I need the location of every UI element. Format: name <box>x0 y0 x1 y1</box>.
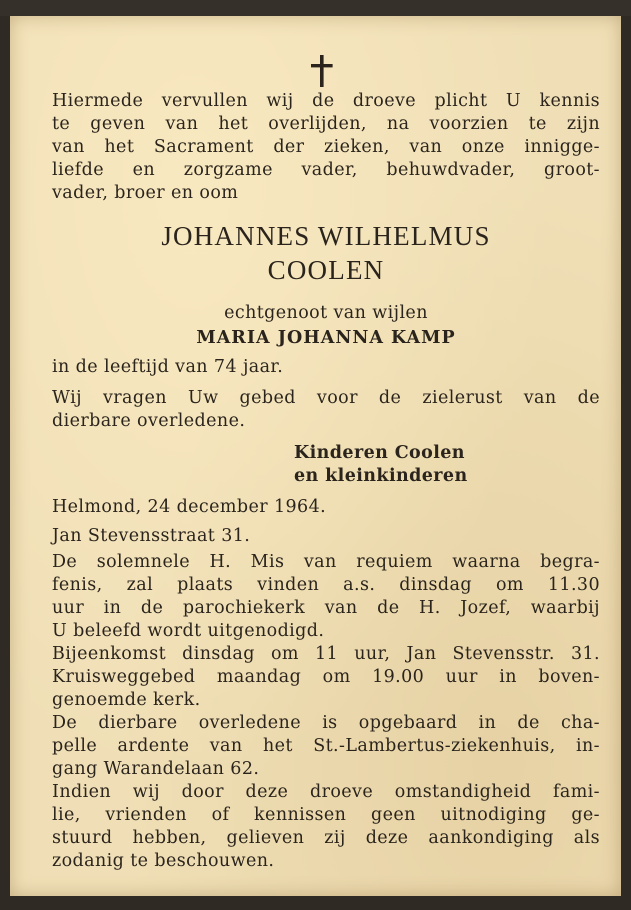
spouse-intro-text: echtgenoot van wijlen <box>224 303 428 323</box>
intro-line: vader, broer en oom <box>52 183 239 203</box>
death-notice <box>10 16 621 896</box>
age-line: in de leeftijd van 74 jaar. <box>52 357 284 377</box>
rosary-paragraph <box>52 666 600 712</box>
deceased-first-names: JOHANNES WILHELMUS <box>161 221 491 251</box>
mass-line: fenis, zal plaats vinden a.s. dinsdag om 11.30 <box>52 575 600 595</box>
mass-line: U beleefd wordt uitgenodigd. <box>52 621 325 641</box>
place-date-paragraph <box>52 496 600 519</box>
address: Jan Stevensstraat 31. <box>52 526 251 546</box>
cross-icon <box>308 54 336 88</box>
intro-line: liefde en zorgzame vader, behuwdvader, groot- <box>52 160 600 180</box>
laid-out-line: pelle ardente van het St.-Lambertus-ziekenhuis, in- <box>52 736 600 756</box>
rosary-line: Kruisweggebed maandag om 19.00 uur in boven- <box>52 667 600 687</box>
notice-paragraph <box>52 781 600 873</box>
laid-out-paragraph <box>52 712 600 781</box>
mass-line: De solemnele H. Mis van requiem waarna begra- <box>52 552 600 572</box>
prayer-line: dierbare overledene. <box>52 411 246 431</box>
spouse-name-text: MARIA JOHANNA KAMP <box>196 328 456 348</box>
laid-out-line: De dierbare overledene is opgebaard in de cha- <box>52 713 600 733</box>
rosary-line: genoemde kerk. <box>52 690 201 710</box>
notice-line: Indien wij door deze droeve omstandigheid fami- <box>52 782 600 802</box>
signature-line: en kleinkinderen <box>294 466 468 486</box>
signature-line: Kinderen Coolen <box>294 443 465 463</box>
notice-line: lie, vrienden of kennissen geen uitnodiging ge- <box>52 805 600 825</box>
deceased-surname: COOLEN <box>267 255 385 285</box>
place-date: Helmond, 24 december 1964. <box>52 497 327 517</box>
spouse-intro <box>52 302 600 325</box>
prayer-line: Wij vragen Uw gebed voor de zielerust van de <box>52 388 600 408</box>
mass-paragraph <box>52 551 600 643</box>
address-paragraph <box>52 525 600 548</box>
intro-line: van het Sacrament der zieken, van onze innigge- <box>52 137 600 157</box>
laid-out-line: gang Warandelaan 62. <box>52 759 260 779</box>
gathering-paragraph <box>52 643 600 666</box>
intro-line: te geven van het overlijden, na voorzien te zijn <box>52 114 600 134</box>
spouse-name <box>52 327 600 350</box>
top-border <box>0 0 631 16</box>
age-paragraph <box>52 356 600 379</box>
intro-paragraph <box>52 90 600 205</box>
signature-block <box>294 442 468 488</box>
notice-line: zodanig te beschouwen. <box>52 851 275 871</box>
mass-line: uur in de parochiekerk van de H. Jozef, waarbij <box>52 598 600 618</box>
prayer-paragraph <box>52 387 600 433</box>
intro-line: Hiermede vervullen wij de droeve plicht U kennis <box>52 91 600 111</box>
notice-line: stuurd hebben, gelieven zij deze aankondiging als <box>52 828 600 848</box>
gathering-line: Bijeenkomst dinsdag om 11 uur, Jan Stevensstr. 31. <box>52 644 600 664</box>
